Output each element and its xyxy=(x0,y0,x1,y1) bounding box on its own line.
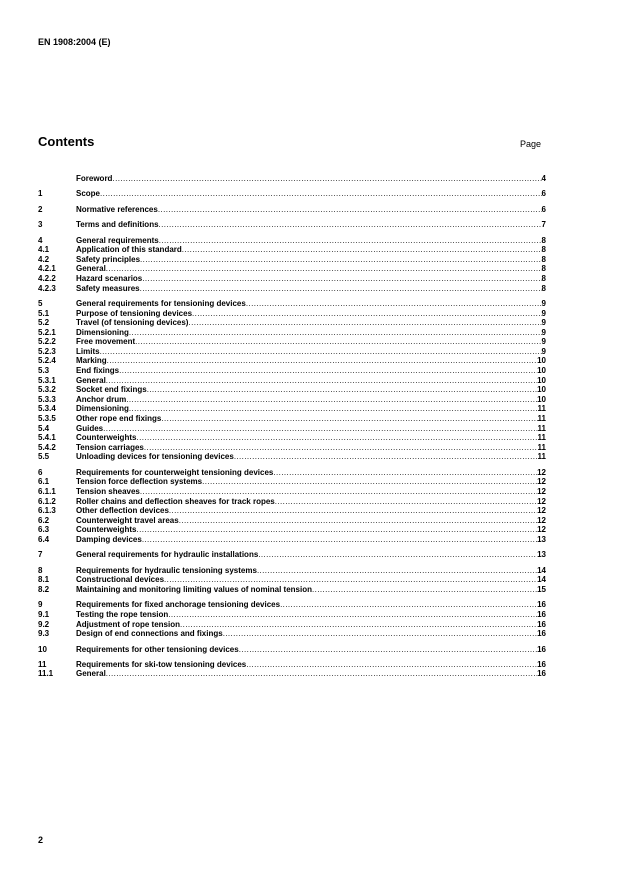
toc-entry-page: 10 xyxy=(537,356,546,366)
toc-entry-title: Dimensioning xyxy=(76,327,129,337)
toc-dot-leader xyxy=(136,433,537,442)
toc-entry-page: 9 xyxy=(541,308,546,318)
toc-entry-number: 5.2.2 xyxy=(38,337,56,347)
toc-entry-page: 16 xyxy=(537,629,546,639)
document-id: EN 1908:2004 (E) xyxy=(38,37,111,47)
toc-entry-title: Hazard scenarios xyxy=(76,273,143,283)
toc-entry-page: 13 xyxy=(537,550,546,560)
toc-entry-title: Travel (of tensioning devices) xyxy=(76,318,189,328)
toc-entry[interactable] xyxy=(38,575,546,585)
toc-entry-number: 5.2 xyxy=(38,318,50,328)
toc-entry-page: 11 xyxy=(537,433,546,443)
toc-entry[interactable] xyxy=(38,205,546,215)
toc-dot-leader xyxy=(246,299,542,308)
toc-entry-title: Guides xyxy=(76,423,104,433)
toc-dot-leader xyxy=(126,395,537,404)
toc-entry-page: 11 xyxy=(537,452,546,462)
toc-entry-title: General requirements for tensioning devices xyxy=(76,298,246,308)
toc-dot-leader xyxy=(106,376,537,385)
toc-entry-page: 12 xyxy=(537,467,546,477)
toc-entry-page: 11 xyxy=(537,423,546,433)
toc-entry[interactable] xyxy=(38,274,546,284)
toc-entry-title: Safety principles xyxy=(76,254,141,264)
toc-dot-leader xyxy=(312,585,537,594)
table-of-contents xyxy=(38,174,546,679)
toc-dot-leader xyxy=(168,610,537,619)
toc-entry-number: 4 xyxy=(38,235,43,245)
toc-dot-leader xyxy=(144,443,538,452)
toc-entry-number: 7 xyxy=(38,550,43,560)
toc-dot-leader xyxy=(106,264,542,273)
toc-entry[interactable] xyxy=(38,610,546,620)
toc-dot-leader xyxy=(158,205,542,214)
toc-entry-number: 6.1.2 xyxy=(38,496,56,506)
toc-entry[interactable] xyxy=(38,284,546,294)
toc-entry[interactable] xyxy=(38,414,546,424)
toc-entry-number: 5.4.1 xyxy=(38,433,56,443)
toc-entry[interactable] xyxy=(38,245,546,255)
toc-entry[interactable] xyxy=(38,506,546,516)
toc-dot-leader xyxy=(136,525,537,534)
toc-dot-leader xyxy=(246,660,537,669)
toc-entry-title: Anchor drum xyxy=(76,394,127,404)
toc-entry[interactable] xyxy=(38,264,546,274)
toc-dot-leader xyxy=(180,620,537,629)
toc-entry-page: 4 xyxy=(541,174,546,183)
toc-entry-title: Scope xyxy=(76,189,101,199)
toc-entry[interactable] xyxy=(38,566,546,576)
toc-entry-number: 6.1 xyxy=(38,477,50,487)
toc-entry-title: Foreword xyxy=(76,174,113,183)
toc-entry[interactable] xyxy=(38,376,546,386)
toc-entry-title: Maintaining and monitoring limiting values of nominal tension xyxy=(76,584,313,594)
toc-entry-number: 5.3.3 xyxy=(38,394,56,404)
contents-title: Contents xyxy=(38,134,95,149)
toc-entry-page: 12 xyxy=(537,506,546,516)
toc-dot-leader xyxy=(257,566,537,575)
toc-entry-page: 7 xyxy=(541,220,546,230)
toc-entry-number: 6.3 xyxy=(38,525,50,535)
toc-dot-leader xyxy=(280,600,537,609)
toc-entry[interactable] xyxy=(38,516,546,526)
toc-dot-leader xyxy=(188,318,541,327)
toc-entry-number: 5.3.2 xyxy=(38,385,56,395)
toc-entry-page: 8 xyxy=(541,235,546,245)
toc-dot-leader xyxy=(140,255,542,264)
toc-entry-page: 8 xyxy=(541,254,546,264)
toc-entry-page: 9 xyxy=(541,327,546,337)
toc-entry-page: 11 xyxy=(537,404,546,414)
toc-entry-number: 5.3.4 xyxy=(38,404,56,414)
toc-entry-title: General xyxy=(76,669,106,679)
toc-entry-number: 9.3 xyxy=(38,629,50,639)
toc-entry-title: Requirements for counterweight tensioning devices xyxy=(76,467,274,477)
toc-entry-page: 12 xyxy=(537,515,546,525)
page-column-label: Page xyxy=(520,139,542,149)
toc-entry-title: Tension carriages xyxy=(76,442,144,452)
toc-entry-title: Design of end connections and fixings xyxy=(76,629,223,639)
toc-entry-page: 14 xyxy=(537,575,546,585)
toc-entry-number: 9 xyxy=(38,600,43,610)
toc-entry-title: General requirements xyxy=(76,235,159,245)
toc-entry-page: 11 xyxy=(537,414,546,424)
toc-entry-number: 5.2.4 xyxy=(38,356,56,366)
toc-entry-title: Counterweight travel areas xyxy=(76,515,179,525)
toc-entry-number: 4.2.3 xyxy=(38,283,56,293)
toc-dot-leader xyxy=(192,309,542,318)
toc-entry-page: 8 xyxy=(541,264,546,274)
toc-entry-title: End fixings xyxy=(76,366,120,376)
toc-entry[interactable] xyxy=(38,497,546,507)
toc-entry[interactable] xyxy=(38,645,546,655)
toc-entry[interactable] xyxy=(38,174,546,184)
toc-entry-title: Normative references xyxy=(76,204,158,214)
toc-entry-title: Damping devices xyxy=(76,534,142,544)
toc-entry-title: General xyxy=(76,264,106,274)
toc-dot-leader xyxy=(100,189,542,198)
toc-entry[interactable] xyxy=(38,525,546,535)
toc-entry-page: 16 xyxy=(537,659,546,669)
toc-entry-number: 2 xyxy=(38,204,43,214)
toc-dot-leader xyxy=(135,337,541,346)
toc-entry-title: Purpose of tensioning devices xyxy=(76,308,193,318)
toc-dot-leader xyxy=(239,645,537,654)
toc-entry-number: 6.2 xyxy=(38,515,50,525)
toc-entry-page: 6 xyxy=(541,204,546,214)
toc-dot-leader xyxy=(258,550,537,559)
toc-entry-number: 8 xyxy=(38,565,43,575)
toc-entry-page: 9 xyxy=(541,337,546,347)
toc-dot-leader xyxy=(103,424,537,433)
toc-entry[interactable] xyxy=(38,395,546,405)
toc-entry-page: 16 xyxy=(537,619,546,629)
toc-entry-title: Tension force deflection systems xyxy=(76,477,203,487)
toc-entry-title: Application of this standard xyxy=(76,245,182,255)
toc-entry-number: 5.3.5 xyxy=(38,414,56,424)
toc-entry-title: Terms and definitions xyxy=(76,220,159,230)
toc-entry[interactable] xyxy=(38,535,546,545)
toc-entry[interactable] xyxy=(38,366,546,376)
toc-entry-title: Constructional devices xyxy=(76,575,165,585)
toc-entry-title: Other rope end fixings xyxy=(76,414,162,424)
toc-entry[interactable] xyxy=(38,468,546,478)
toc-dot-leader xyxy=(234,452,538,461)
toc-entry-page: 10 xyxy=(537,366,546,376)
toc-entry-number: 10 xyxy=(38,644,47,654)
toc-entry-title: Marking xyxy=(76,356,107,366)
toc-entry[interactable] xyxy=(38,487,546,497)
toc-dot-leader xyxy=(140,284,542,293)
toc-dot-leader xyxy=(107,356,537,365)
toc-entry-page: 12 xyxy=(537,487,546,496)
toc-entry-number: 5.3 xyxy=(38,366,50,376)
toc-dot-leader xyxy=(142,535,537,544)
toc-entry-page: 13 xyxy=(537,534,546,544)
page-number: 2 xyxy=(38,835,44,845)
toc-entry-page: 10 xyxy=(537,375,546,385)
toc-dot-leader xyxy=(164,575,537,584)
toc-dot-leader xyxy=(147,385,537,394)
toc-entry-title: Dimensioning xyxy=(76,404,129,414)
toc-dot-leader xyxy=(112,174,541,183)
toc-dot-leader xyxy=(140,487,537,496)
toc-entry-page: 16 xyxy=(537,644,546,654)
toc-entry-page: 16 xyxy=(537,600,546,610)
toc-entry-page: 12 xyxy=(537,525,546,535)
toc-dot-leader xyxy=(223,629,537,638)
toc-entry-title: General xyxy=(76,375,106,385)
toc-dot-leader xyxy=(142,274,541,283)
toc-entry-title: Adjustment of rope tension xyxy=(76,619,180,629)
toc-entry-number: 5.4.2 xyxy=(38,442,56,452)
toc-entry-page: 10 xyxy=(537,394,546,404)
toc-entry[interactable] xyxy=(38,299,546,309)
toc-entry[interactable] xyxy=(38,477,546,487)
toc-entry-number: 5.4 xyxy=(38,423,50,433)
toc-entry-title: Tension sheaves xyxy=(76,487,140,496)
toc-entry[interactable] xyxy=(38,318,546,328)
toc-dot-leader xyxy=(182,245,542,254)
toc-entry[interactable] xyxy=(38,309,546,319)
toc-entry-title: Roller chains and deflection sheaves for track ropes xyxy=(76,496,275,506)
toc-entry-number: 6 xyxy=(38,467,43,477)
toc-dot-leader xyxy=(119,366,537,375)
toc-entry[interactable] xyxy=(38,443,546,453)
toc-entry-title: Testing the rope tension xyxy=(76,609,169,619)
toc-entry[interactable] xyxy=(38,585,546,595)
toc-entry-page: 9 xyxy=(541,318,546,328)
toc-entry-number: 8.1 xyxy=(38,575,50,585)
toc-entry-title: Socket end fixings xyxy=(76,385,147,395)
toc-entry[interactable] xyxy=(38,255,546,265)
toc-entry-number: 5 xyxy=(38,298,43,308)
toc-entry[interactable] xyxy=(38,356,546,366)
toc-entry[interactable] xyxy=(38,620,546,630)
toc-entry-page: 15 xyxy=(537,584,546,594)
toc-entry-page: 8 xyxy=(541,273,546,283)
toc-entry[interactable] xyxy=(38,328,546,338)
toc-entry-number: 6.1.1 xyxy=(38,487,56,496)
toc-dot-leader xyxy=(161,414,537,423)
toc-dot-leader xyxy=(100,347,542,356)
toc-entry-number: 4.2.2 xyxy=(38,273,56,283)
toc-entry-title: Unloading devices for tensioning devices xyxy=(76,452,234,462)
toc-entry-number: 11.1 xyxy=(38,669,54,679)
toc-entry[interactable] xyxy=(38,404,546,414)
toc-entry-title: Safety measures xyxy=(76,283,140,293)
toc-entry-page: 16 xyxy=(537,669,546,679)
toc-entry-title: General requirements for hydraulic installations xyxy=(76,550,259,560)
toc-entry-title: Counterweights xyxy=(76,525,137,535)
toc-entry-number: 5.3.1 xyxy=(38,375,56,385)
toc-entry-page: 6 xyxy=(541,189,546,199)
toc-entry-page: 16 xyxy=(537,609,546,619)
toc-entry-title: Requirements for other tensioning devices xyxy=(76,644,239,654)
toc-entry-number: 6.1.3 xyxy=(38,506,56,516)
toc-entry[interactable] xyxy=(38,433,546,443)
toc-entry-number: 11 xyxy=(38,659,47,669)
toc-entry[interactable] xyxy=(38,550,546,560)
toc-entry[interactable] xyxy=(38,600,546,610)
toc-entry-page: 12 xyxy=(537,496,546,506)
toc-entry-number: 4.2.1 xyxy=(38,264,56,274)
toc-dot-leader xyxy=(159,236,542,245)
toc-dot-leader xyxy=(159,220,542,229)
toc-entry[interactable] xyxy=(38,236,546,246)
toc-entry-number: 3 xyxy=(38,220,43,230)
toc-entry-page: 9 xyxy=(541,298,546,308)
toc-entry[interactable] xyxy=(38,385,546,395)
toc-entry-page: 10 xyxy=(537,385,546,395)
toc-dot-leader xyxy=(129,328,542,337)
toc-entry[interactable] xyxy=(38,669,546,679)
toc-dot-leader xyxy=(106,669,537,678)
toc-entry-title: Free movement xyxy=(76,337,136,347)
toc-entry-number: 5.1 xyxy=(38,308,50,318)
toc-entry-page: 12 xyxy=(537,477,546,487)
toc-entry-page: 11 xyxy=(537,442,546,452)
toc-entry-page: 14 xyxy=(537,565,546,575)
toc-entry[interactable] xyxy=(38,452,546,462)
toc-dot-leader xyxy=(169,506,537,515)
toc-entry-number: 1 xyxy=(38,189,43,199)
toc-entry[interactable] xyxy=(38,347,546,357)
toc-entry-title: Requirements for ski-tow tensioning devices xyxy=(76,659,247,669)
toc-entry-title: Limits xyxy=(76,346,100,356)
toc-entry[interactable] xyxy=(38,220,546,230)
toc-entry-page: 8 xyxy=(541,245,546,255)
toc-entry-title: Requirements for hydraulic tensioning systems xyxy=(76,565,257,575)
toc-entry-number: 5.2.1 xyxy=(38,327,56,337)
toc-entry[interactable] xyxy=(38,660,546,670)
toc-entry-page: 8 xyxy=(541,283,546,293)
toc-entry-number: 9.1 xyxy=(38,609,50,619)
toc-dot-leader xyxy=(273,468,537,477)
toc-entry[interactable] xyxy=(38,189,546,199)
toc-entry-number: 5.2.3 xyxy=(38,346,56,356)
toc-entry-title: Counterweights xyxy=(76,433,137,443)
toc-entry-number: 4.1 xyxy=(38,245,50,255)
toc-entry-number: 9.2 xyxy=(38,619,50,629)
toc-entry[interactable] xyxy=(38,337,546,347)
toc-dot-leader xyxy=(129,404,538,413)
toc-entry-number: 4.2 xyxy=(38,254,50,264)
toc-dot-leader xyxy=(202,477,537,486)
toc-entry[interactable] xyxy=(38,629,546,639)
toc-entry-title: Other deflection devices xyxy=(76,506,169,516)
toc-entry-number: 6.4 xyxy=(38,534,50,544)
toc-entry-number: 8.2 xyxy=(38,584,50,594)
toc-entry-title: Requirements for fixed anchorage tensioning devices xyxy=(76,600,281,610)
toc-dot-leader xyxy=(275,497,537,506)
toc-entry-page: 9 xyxy=(541,346,546,356)
toc-entry-number: 5.5 xyxy=(38,452,50,462)
toc-entry[interactable] xyxy=(38,424,546,434)
toc-dot-leader xyxy=(179,516,537,525)
